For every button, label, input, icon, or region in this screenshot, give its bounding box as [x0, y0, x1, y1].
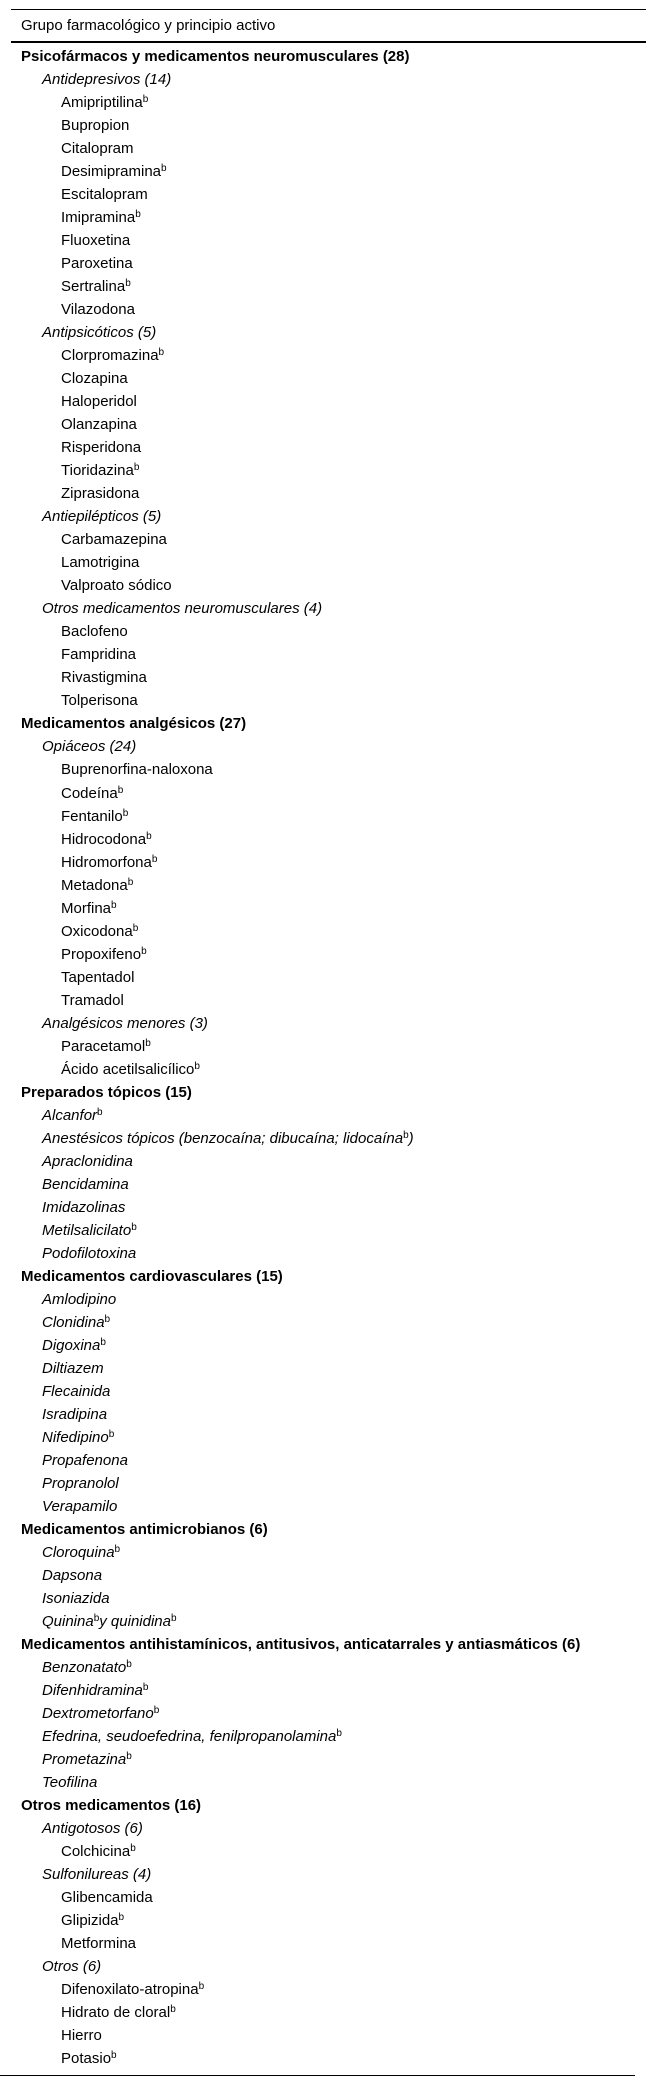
row-text: Ziprasidona	[61, 485, 140, 503]
table-row	[11, 1403, 646, 1426]
table-row	[11, 1426, 646, 1449]
row-text: Hidrocodona	[61, 830, 147, 848]
subgroup-row	[11, 1955, 646, 1978]
table-row	[11, 2024, 646, 2047]
table-row	[11, 413, 646, 436]
table-row	[11, 1288, 646, 1311]
row-text: Otros medicamentos neuromusculares (4)	[42, 600, 323, 618]
row-text: Lamotrigina	[61, 554, 140, 572]
row-text: Prometazina	[42, 1751, 127, 1769]
row-text: Desimipramina	[61, 163, 162, 181]
row-text: Vilazodona	[61, 301, 135, 319]
row-text: Morfina	[61, 899, 112, 917]
row-text: Risperidona	[61, 439, 142, 457]
table-row	[11, 1702, 646, 1725]
row-text-continued: y quinidina	[99, 1613, 171, 1631]
footnote-marker: b	[111, 2050, 117, 2062]
table-row	[11, 206, 646, 229]
row-text: Otros medicamentos (16)	[21, 1797, 202, 1815]
row-text: Tolperisona	[61, 692, 138, 710]
row-text: Medicamentos antihistamínicos, antitusivos, anticatarrales y antiasmáticos (6)	[21, 1636, 581, 1654]
table-row	[11, 1679, 646, 1702]
row-text: Antiepilépticos (5)	[42, 508, 162, 526]
table-row	[11, 1104, 646, 1127]
table-row	[11, 1725, 646, 1748]
footnote-marker: b	[133, 462, 140, 474]
row-text: Fampridina	[61, 646, 137, 664]
row-text: Clozapina	[61, 370, 128, 388]
row-text: Clorpromazina	[61, 347, 159, 365]
subgroup-row	[11, 68, 646, 91]
table-row	[11, 1127, 646, 1150]
row-text: Sertralina	[61, 278, 126, 296]
row-text: Haloperidol	[61, 393, 137, 411]
table-row	[11, 897, 646, 920]
row-text: Propoxifeno	[61, 945, 142, 963]
footnote-marker: b	[142, 94, 149, 106]
footnote-marker: b	[153, 1705, 160, 1717]
row-text: Amlodipino	[42, 1290, 117, 1308]
row-text: Quinina	[42, 1613, 94, 1631]
table-row	[11, 1610, 646, 1633]
table-row	[11, 966, 646, 989]
footnote-marker: b	[158, 347, 165, 359]
row-text: Metformina	[61, 1935, 137, 1953]
footnote-marker: b	[97, 1106, 103, 1118]
table-row	[11, 1541, 646, 1564]
table-row	[11, 114, 646, 137]
table-row	[11, 920, 646, 943]
footnote-marker: b	[126, 1659, 132, 1671]
row-text: Potasio	[61, 2050, 112, 2068]
table-row	[11, 1357, 646, 1380]
footnote-marker: b	[111, 899, 117, 911]
row-text: Codeína	[61, 784, 118, 802]
table-header: Grupo farmacológico y principio activo	[21, 17, 276, 34]
row-text: Antigotosos (6)	[42, 1820, 143, 1838]
row-text: Metadona	[61, 876, 128, 894]
footnote-marker: b	[125, 278, 131, 290]
row-text: Preparados tópicos (15)	[21, 1083, 192, 1101]
footnote-marker: b	[336, 1728, 342, 1740]
row-text: Isoniazida	[42, 1590, 110, 1608]
row-text: Clonidina	[42, 1313, 105, 1331]
row-text: Tramadol	[61, 991, 124, 1009]
table-row	[11, 344, 646, 367]
table-row	[11, 528, 646, 551]
table-row	[11, 1978, 646, 2001]
footnote-marker: b	[151, 853, 158, 865]
row-text-continued: )	[408, 1129, 414, 1147]
table-row	[11, 1495, 646, 1518]
table-row	[11, 298, 646, 321]
footnote-marker: b	[132, 922, 139, 934]
table-row	[11, 1840, 646, 1863]
table-row	[11, 229, 646, 252]
row-text: Paracetamol	[61, 1037, 146, 1055]
table-row	[11, 91, 646, 114]
table-row	[11, 1242, 646, 1265]
row-text: Hidrato de cloral	[61, 2004, 171, 2022]
row-text: Teofilina	[42, 1774, 98, 1792]
row-text: Paroxetina	[61, 255, 133, 273]
subgroup-row	[11, 597, 646, 620]
row-text: Bencidamina	[42, 1175, 129, 1193]
row-text: Benzonatato	[42, 1659, 127, 1677]
table-top-rule	[11, 9, 646, 10]
table-row	[11, 436, 646, 459]
row-text: Cloroquina	[42, 1544, 115, 1562]
row-text: Otros (6)	[42, 1958, 102, 1976]
table-row	[11, 1587, 646, 1610]
table-row	[11, 666, 646, 689]
row-text: Dextrometorfano	[42, 1705, 154, 1723]
table-row	[11, 1173, 646, 1196]
row-text: Flecainida	[42, 1382, 111, 1400]
table-row	[11, 1449, 646, 1472]
row-text: Buprenorfina-naloxona	[61, 761, 213, 779]
table-row	[11, 689, 646, 712]
group-header-row	[11, 1518, 646, 1541]
group-header-row	[11, 1633, 646, 1656]
table-header-rule	[11, 41, 646, 43]
row-text: Verapamilo	[42, 1497, 118, 1515]
table-row	[11, 1196, 646, 1219]
row-text: Fluoxetina	[61, 232, 131, 250]
group-header-row	[11, 712, 646, 735]
table-row	[11, 1058, 646, 1081]
row-text: Rivastigmina	[61, 669, 147, 687]
table-row	[11, 275, 646, 298]
footnote-marker: b	[108, 1428, 115, 1440]
subgroup-row	[11, 1012, 646, 1035]
table-row	[11, 551, 646, 574]
row-text: Dapsona	[42, 1567, 103, 1585]
row-text: Sulfonilureas (4)	[42, 1866, 152, 1884]
row-text: Ácido acetilsalicílico	[61, 1060, 195, 1078]
row-text: Difenhidramina	[42, 1682, 143, 1700]
table-row	[11, 758, 646, 781]
footnote-marker: b	[104, 1313, 111, 1325]
footnote-marker: b	[114, 1544, 121, 1556]
table-row	[11, 459, 646, 482]
row-text: Antipsicóticos (5)	[42, 324, 157, 342]
table-body	[11, 45, 646, 2070]
table-row	[11, 1311, 646, 1334]
table-row	[11, 1472, 646, 1495]
footnote-marker: b	[141, 945, 147, 957]
table-row	[11, 160, 646, 183]
row-text: Bupropion	[61, 117, 130, 135]
row-text: Medicamentos cardiovasculares (15)	[21, 1267, 283, 1285]
row-text: Imidazolinas	[42, 1198, 126, 1216]
row-text: Fentanilo	[61, 807, 123, 825]
row-text: Baclofeno	[61, 623, 128, 641]
footnote-marker: b	[194, 1060, 200, 1072]
row-text: Escitalopram	[61, 186, 148, 204]
row-text: Olanzapina	[61, 416, 137, 434]
footnote-marker: b	[146, 830, 152, 842]
row-text: Imipramina	[61, 209, 136, 227]
row-text: Carbamazepina	[61, 531, 167, 549]
table-row	[11, 1748, 646, 1771]
table-row	[11, 828, 646, 851]
table-row	[11, 1219, 646, 1242]
row-text: Nifedipino	[42, 1428, 109, 1446]
row-text: Digoxina	[42, 1336, 101, 1354]
table-row	[11, 805, 646, 828]
table-row	[11, 137, 646, 160]
footnote-marker: b	[145, 1037, 151, 1049]
table-row	[11, 874, 646, 897]
table-row	[11, 2047, 646, 2070]
table-row	[11, 851, 646, 874]
subgroup-row	[11, 321, 646, 344]
table-row	[11, 782, 646, 805]
row-text: Isradipina	[42, 1405, 108, 1423]
row-text: Difenoxilato-atropina	[61, 1981, 199, 1999]
footnote-marker: b	[126, 1751, 132, 1763]
row-text: Glipizida	[61, 1912, 119, 1930]
row-text: Antidepresivos (14)	[42, 71, 172, 89]
footnote-marker: b	[122, 807, 129, 819]
subgroup-row	[11, 735, 646, 758]
table-row	[11, 183, 646, 206]
group-header-row	[11, 1081, 646, 1104]
table-row	[11, 643, 646, 666]
row-text: Valproato sódico	[61, 577, 172, 595]
table-row	[11, 1656, 646, 1679]
subgroup-row	[11, 505, 646, 528]
footnote-marker: b	[127, 876, 134, 888]
row-text: Amipriptilina	[61, 94, 143, 112]
row-text: Apraclonidina	[42, 1152, 133, 1170]
row-text: Propafenona	[42, 1451, 128, 1469]
row-text: Tapentadol	[61, 968, 135, 986]
table-row	[11, 1932, 646, 1955]
table-row	[11, 620, 646, 643]
row-text: Colchicina	[61, 1843, 131, 1861]
table-row	[11, 1564, 646, 1587]
table-row	[11, 367, 646, 390]
table-row	[11, 1035, 646, 1058]
table-row	[11, 1380, 646, 1403]
table-row	[11, 1150, 646, 1173]
footnote-marker: b	[403, 1129, 409, 1141]
footnote-marker: b	[100, 1336, 106, 1348]
table-bottom-rule	[0, 2075, 635, 2076]
table-row	[11, 1771, 646, 1794]
group-header-row	[11, 1794, 646, 1817]
row-text: Propranolol	[42, 1474, 119, 1492]
row-text: Psicofármacos y medicamentos neuromusculares (28)	[21, 48, 410, 65]
footnote-marker: b	[130, 1843, 136, 1855]
row-text: Hierro	[61, 2027, 102, 2045]
table-row	[11, 1909, 646, 1932]
row-text: Metilsalicilato	[42, 1221, 132, 1239]
footnote-marker: b	[117, 784, 124, 796]
group-header-row	[11, 45, 646, 68]
row-text: Citalopram	[61, 140, 134, 158]
row-text: Opiáceos (24)	[42, 738, 137, 756]
table-row	[11, 989, 646, 1012]
footnote-marker: b	[161, 163, 167, 175]
row-text: Tioridazina	[61, 462, 134, 480]
table-row	[11, 482, 646, 505]
table-row	[11, 252, 646, 275]
footnote-marker: b	[131, 1221, 137, 1233]
row-text: Medicamentos analgésicos (27)	[21, 715, 247, 733]
table-row	[11, 2001, 646, 2024]
subgroup-row	[11, 1817, 646, 1840]
footnote-marker: b	[170, 1613, 177, 1625]
row-text: Glibencamida	[61, 1889, 153, 1907]
footnote-marker: b	[135, 209, 141, 221]
table-row	[11, 390, 646, 413]
row-text: Oxicodona	[61, 922, 133, 940]
table-row	[11, 943, 646, 966]
footnote-marker: b	[118, 1912, 125, 1924]
row-text: Hidromorfona	[61, 853, 152, 871]
row-text: Podofilotoxina	[42, 1244, 137, 1262]
footnote-marker: b	[142, 1682, 149, 1694]
table-row	[11, 574, 646, 597]
row-text: Efedrina, seudoefedrina, fenilpropanolamina	[42, 1728, 337, 1746]
row-text: Anestésicos tópicos (benzocaína; dibucaína; lidocaína	[42, 1129, 404, 1147]
row-text: Medicamentos antimicrobianos (6)	[21, 1521, 268, 1538]
table-row	[11, 1334, 646, 1357]
table-row	[11, 1886, 646, 1909]
footnote-marker: b	[93, 1613, 100, 1625]
group-header-row	[11, 1265, 646, 1288]
row-text: Analgésicos menores (3)	[42, 1014, 208, 1032]
footnote-marker: b	[170, 2004, 176, 2016]
subgroup-row	[11, 1863, 646, 1886]
row-text: Diltiazem	[42, 1359, 104, 1377]
footnote-marker: b	[198, 1981, 205, 1993]
row-text: Alcanfor	[42, 1106, 98, 1124]
